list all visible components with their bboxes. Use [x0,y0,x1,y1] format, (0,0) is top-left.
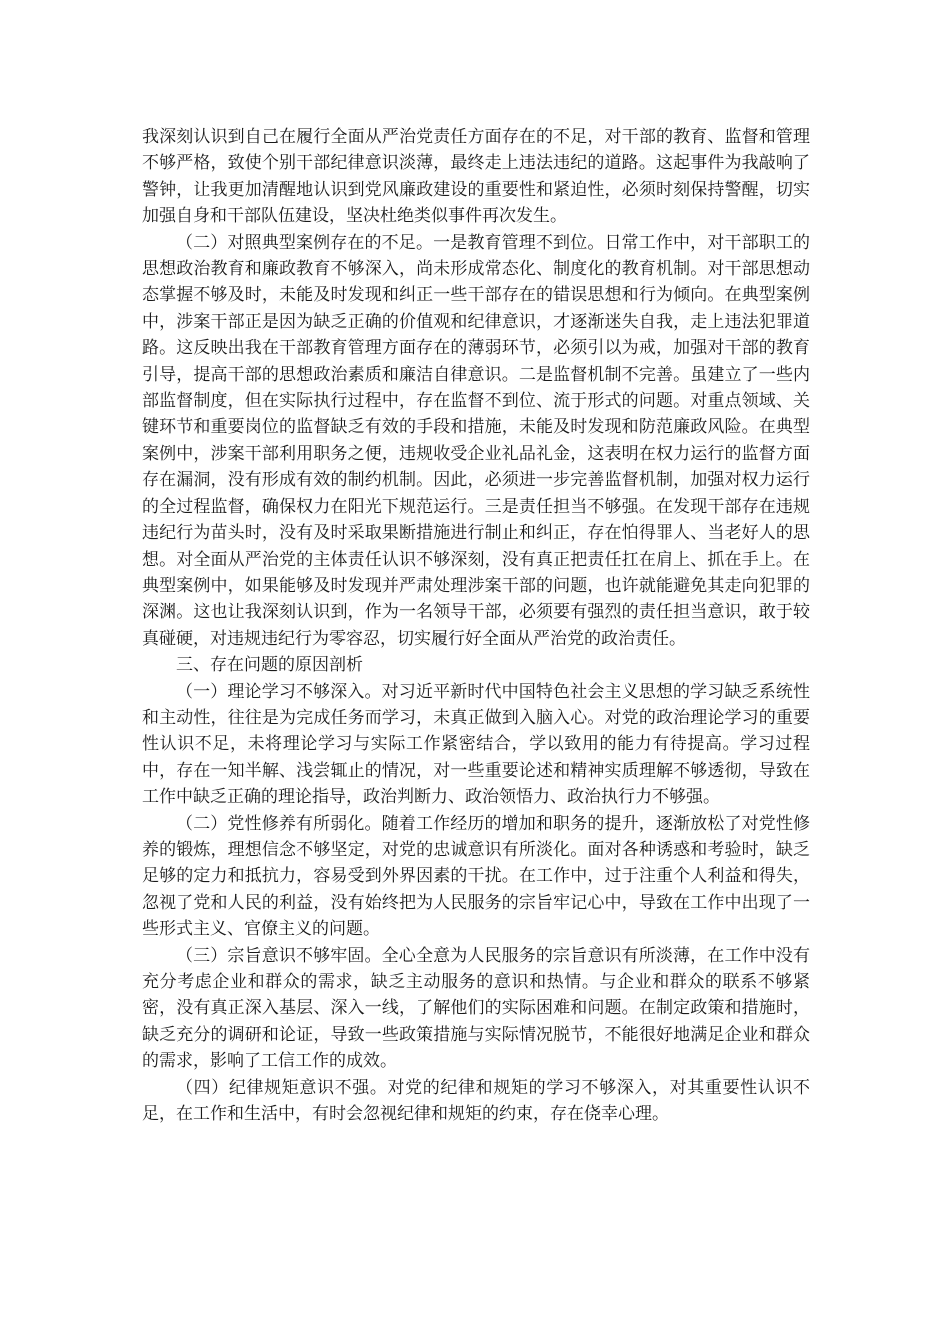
paragraph-continuation: 我深刻认识到自己在履行全面从严治党责任方面存在的不足，对干部的教育、监督和管理不够严格，致使个别干部纪律意识淡薄，最终走上违法违纪的道路。这起事件为我敲响了警钟，让我更加清醒地认识到党风廉政建设的重要性和紧迫性，必须时刻保持警醒，切实加强自身和干部队伍建设，坚决杜绝类似事件再次发生。 [142,127,810,227]
paragraph-party-spirit: （二）党性修养有所弱化。随着工作经历的增加和职务的提升，逐渐放松了对党性修养的锻炼，理想信念不够坚定，对党的忠诚意识有所淡化。面对各种诱惑和考验时，缺乏足够的定力和抵抗力，容易受到外界因素的干扰。在工作中，过于注重个人利益和得失，忽视了党和人民的利益，没有始终把为人民服务的宗旨牢记心中，导致在工作中出现了一些形式主义、官僚主义的问题。 [142,813,810,940]
section-heading-cause-analysis: 三、存在问题的原因剖析 [176,655,363,676]
document-body [142,124,810,1127]
paragraph-discipline-rules: （四）纪律规矩意识不强。对党的纪律和规矩的学习不够深入，对其重要性认识不足，在工作和生活中，有时会忽视纪律和规矩的约束，存在侥幸心理。 [142,1077,810,1125]
paragraph-service-purpose: （三）宗旨意识不够牢固。全心全意为人民服务的宗旨意识有所淡薄，在工作中没有充分考虑企业和群众的需求，缺乏主动服务的意识和热情。与企业和群众的联系不够紧密，没有真正深入基层、深入一线，了解他们的实际困难和问题。在制定政策和措施时，缺乏充分的调研和论证，导致一些政策措施与实际情况脱节，不能很好地满足企业和群众的需求，影响了工信工作的成效。 [142,945,810,1072]
paragraph-theory-study: （一）理论学习不够深入。对习近平新时代中国特色社会主义思想的学习缺乏系统性和主动性，往往是为完成任务而学习，未真正做到入脑入心。对党的政治理论学习的重要性认识不足，未将理论学习与实际工作紧密结合，学以致用的能力有待提高。学习过程中，存在一知半解、浅尝辄止的情况，对一些重要论述和精神实质理解不够透彻，导致在工作中缺乏正确的理论指导，政治判断力、政治领悟力、政治执行力不够强。 [142,681,810,808]
paragraph-typical-case-shortcomings: （二）对照典型案例存在的不足。一是教育管理不到位。日常工作中，对干部职工的思想政治教育和廉政教育不够深入，尚未形成常态化、制度化的教育机制。对干部思想动态掌握不够及时，未能及时发现和纠正一些干部存在的错误思想和行为倾向。在典型案例中，涉案干部正是因为缺乏正确的价值观和纪律意识，才逐渐迷失自我，走上违法犯罪道路。这反映出我在干部教育管理方面存在的薄弱环节，必须引以为戒，加强对干部的教育引导，提高干部的思想政治素质和廉洁自律意识。二是监督机制不完善。虽建立了一些内部监督制度，但在实际执行过程中，存在监督不到位、流于形式的问题。对重点领域、关键环节和重要岗位的监督缺乏有效的手段和措施，未能及时发现和防范廉政风险。在典型案例中，涉案干部利用职务之便，违规收受企业礼品礼金，这表明在权力运行的监督方面存在漏洞，没有形成有效的制约机制。因此，必须进一步完善监督机制，加强对权力运行的全过程监督，确保权力在阳光下规范运行。三是责任担当不够强。在发现干部存在违规违纪行为苗头时，没有及时采取果断措施进行制止和纠正，存在怕得罪人、当老好人的思想。对全面从严治党的主体责任认识不够深刻，没有真正把责任扛在肩上、抓在手上。在典型案例中，如果能够及时发现并严肃处理涉案干部的问题，也许就能避免其走向犯罪的深渊。这也让我深刻认识到，作为一名领导干部，必须要有强烈的责任担当意识，敢于较真碰硬，对违规违纪行为零容忍，切实履行好全面从严治党的政治责任。 [142,232,810,649]
